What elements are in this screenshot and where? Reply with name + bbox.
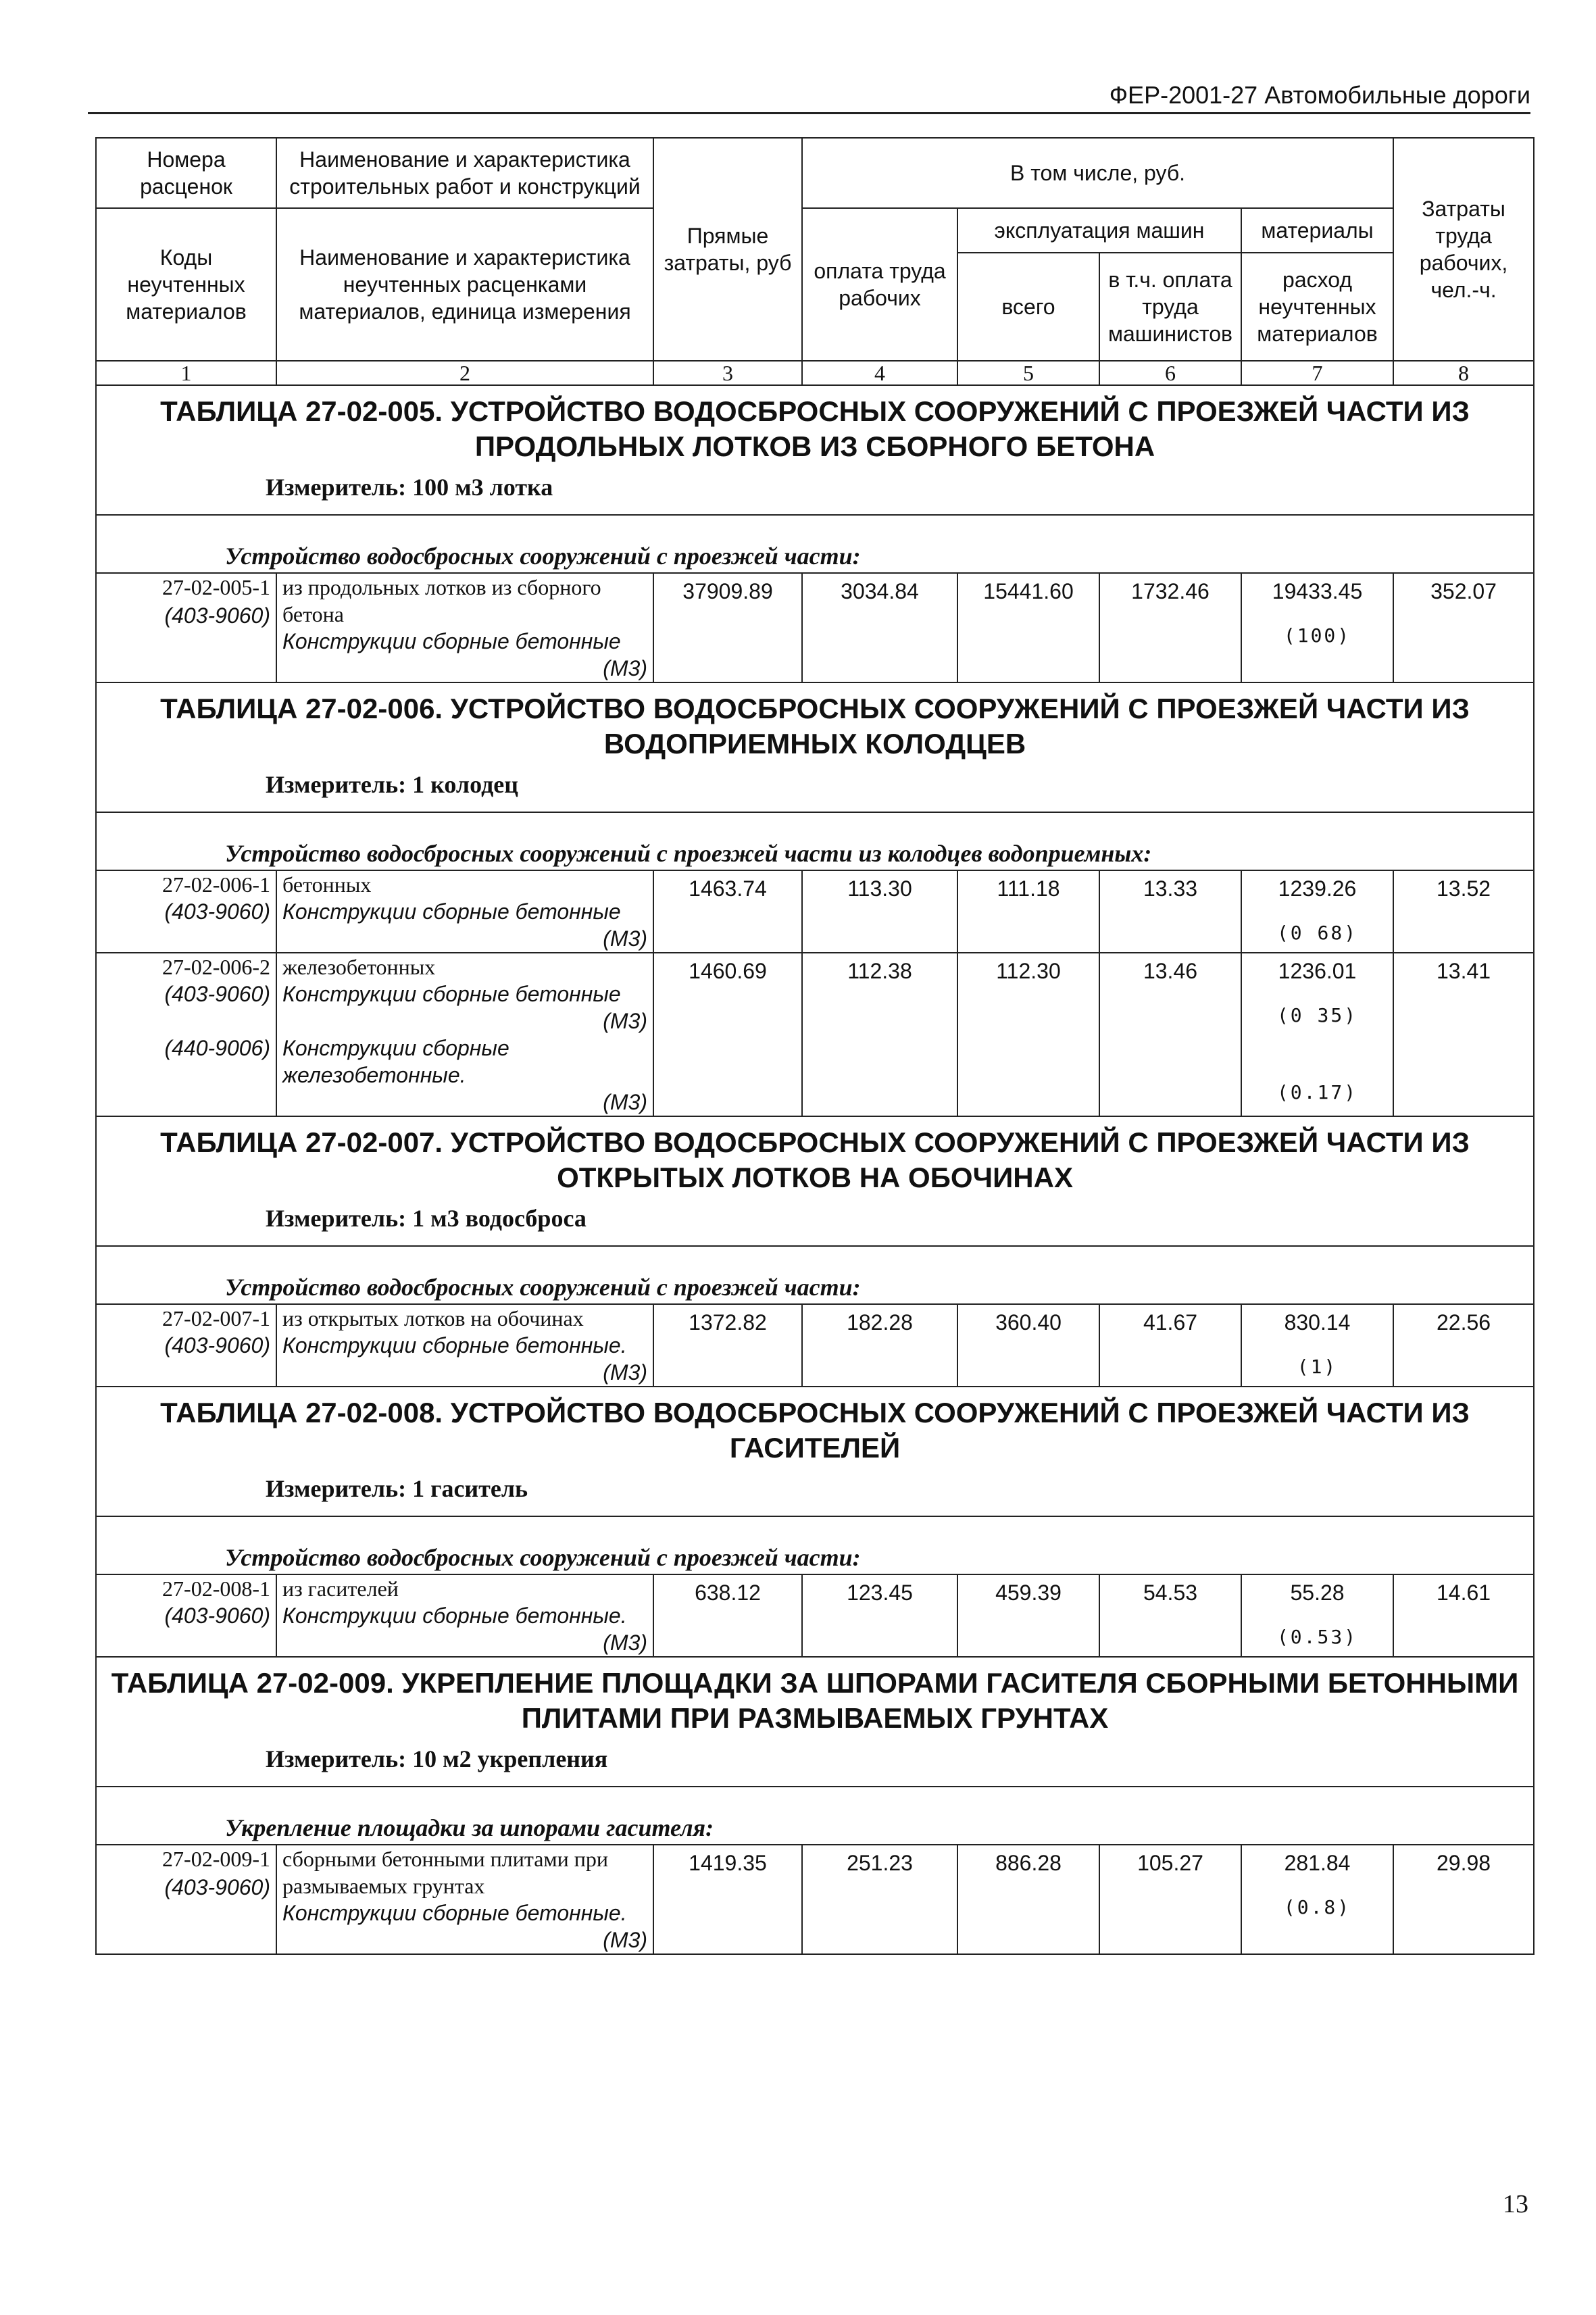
labor-hours [1393, 953, 1534, 1116]
header-material-names: Наименование и характеристика неучтенных расценками материалов, единица измерения [276, 208, 653, 361]
rate-name: из гасителей [282, 1576, 399, 1601]
rate-name-cell [276, 1845, 653, 1954]
header-direct-costs: Прямые затраты, руб [653, 138, 802, 361]
rate-row [96, 870, 1534, 953]
material-quantity: (0 35) [1276, 1004, 1358, 1026]
section-measure [266, 1471, 1520, 1506]
labor-hours [1393, 870, 1534, 953]
rate-name: сборными бетонными плитами при размываемых грунтах [282, 1847, 609, 1898]
header-work-name: Наименование и характеристика строительных работ и конструкций [276, 138, 653, 208]
materials-cost [1241, 1574, 1393, 1657]
materials-cost [1241, 1304, 1393, 1387]
labor-pay-value: 123.45 [847, 1580, 913, 1605]
rate-code: 27-02-009-1 [162, 1847, 270, 1871]
section-title [96, 385, 1534, 515]
operators-pay [1099, 953, 1241, 1116]
measure-label: Измеритель: [266, 1745, 407, 1772]
rate-code-cell [96, 1574, 276, 1657]
section-subtitle: Устройство водосбросных сооружений с проезжей части из колодцев водоприемных: [96, 812, 1534, 870]
rate-name-cell [276, 573, 653, 682]
rate-code: 27-02-007-1 [162, 1306, 270, 1330]
measure-value: 1 колодец [412, 771, 518, 798]
machines-total [957, 573, 1099, 682]
material-name: Конструкции сборные бетонные [282, 629, 621, 653]
material-code: (440-9006) [164, 1036, 270, 1060]
header-material-codes: Коды неучтенных материалов [96, 208, 276, 361]
direct-costs [653, 1304, 802, 1387]
materials-cost [1241, 870, 1393, 953]
machines-total-value: 15441.60 [983, 579, 1074, 603]
material-quantity: (0.53) [1276, 1626, 1358, 1648]
rate-code-cell [96, 953, 276, 1116]
machines-total [957, 1574, 1099, 1657]
labor-pay [802, 1304, 957, 1387]
operators-pay-value: 105.27 [1137, 1851, 1203, 1875]
rate-row [96, 1845, 1534, 1954]
operators-pay-value: 1732.46 [1131, 579, 1210, 603]
material-code: (403-9060) [164, 899, 270, 924]
section-subtitle: Устройство водосбросных сооружений с проезжей части: [96, 1246, 1534, 1304]
material-quantity: (100) [1283, 624, 1351, 647]
direct-costs [653, 1574, 802, 1657]
labor-pay-value: 113.30 [847, 876, 912, 901]
material-code: (403-9060) [164, 1603, 270, 1628]
operators-pay-value: 54.53 [1143, 1580, 1198, 1605]
material-code: (403-9060) [164, 1875, 270, 1899]
section-title-text: ТАБЛИЦА 27-02-009. УКРЕПЛЕНИЕ ПЛОЩАДКИ ЗА ШПОРАМИ ГАСИТЕЛЯ СБОРНЫМИ БЕТОННЫМИ ПЛИТАМИ ПРИ РАЗМЫВАЕМЫХ ГРУНТАХ [111, 1667, 1519, 1734]
rate-name: бетонных [282, 872, 372, 897]
section-title-text: ТАБЛИЦА 27-02-005. УСТРОЙСТВО ВОДОСБРОСНЫХ СООРУЖЕНИЙ С ПРОЕЗЖЕЙ ЧАСТИ ИЗ ПРОДОЛЬНЫХ ЛОТКОВ ИЗ СБОРНОГО БЕТОНА [160, 395, 1470, 462]
material-unit: (М3) [603, 1009, 647, 1033]
section-title [96, 1387, 1534, 1516]
material-name: Конструкции сборные бетонные. [282, 1901, 627, 1925]
operators-pay-value: 13.46 [1143, 959, 1198, 983]
rate-name-cell [276, 870, 653, 953]
machines-total-value: 360.40 [995, 1310, 1062, 1335]
direct-costs [653, 953, 802, 1116]
rate-name: из открытых лотков на обочинах [282, 1306, 584, 1330]
material-code: (403-9060) [164, 982, 270, 1006]
section-title-text: ТАБЛИЦА 27-02-008. УСТРОЙСТВО ВОДОСБРОСНЫХ СООРУЖЕНИЙ С ПРОЕЗЖЕЙ ЧАСТИ ИЗ ГАСИТЕЛЕЙ [160, 1397, 1470, 1464]
labor-pay [802, 573, 957, 682]
material-unit: (М3) [603, 1090, 647, 1114]
labor-hours [1393, 1845, 1534, 1954]
material-quantity: (0 68) [1276, 922, 1358, 944]
materials-cost-value: 19433.45 [1272, 579, 1363, 603]
measure-value: 10 м2 укрепления [412, 1745, 608, 1772]
labor-pay [802, 1574, 957, 1657]
materials-cost-value: 830.14 [1284, 1310, 1351, 1335]
column-number: 3 [653, 361, 802, 385]
section-title-text: ТАБЛИЦА 27-02-006. УСТРОЙСТВО ВОДОСБРОСНЫХ СООРУЖЕНИЙ С ПРОЕЗЖЕЙ ЧАСТИ ИЗ ВОДОПРИЕМНЫХ КОЛОДЦЕВ [160, 693, 1470, 760]
labor-hours-value: 14.61 [1436, 1580, 1491, 1605]
title-rule [88, 112, 1530, 114]
rate-code-cell [96, 1304, 276, 1387]
material-quantity: (1) [1297, 1355, 1338, 1378]
column-number: 2 [276, 361, 653, 385]
labor-hours-value: 29.98 [1436, 1851, 1491, 1875]
machines-total-value: 112.30 [996, 959, 1061, 983]
materials-cost-value: 1239.26 [1278, 876, 1357, 901]
material-unit: (М3) [603, 926, 647, 951]
rate-row [96, 1574, 1534, 1657]
measure-value: 1 гаситель [412, 1475, 528, 1502]
direct-costs [653, 573, 802, 682]
material-name: Конструкции сборные бетонные [282, 899, 621, 924]
operators-pay-value: 41.67 [1143, 1310, 1198, 1335]
materials-cost [1241, 953, 1393, 1116]
measure-label: Измеритель: [266, 1475, 407, 1502]
operators-pay [1099, 870, 1241, 953]
rate-name-cell [276, 953, 653, 1116]
rate-name: железобетонных [282, 955, 436, 979]
machines-total-value: 111.18 [997, 876, 1060, 901]
column-number: 5 [957, 361, 1099, 385]
labor-pay-value: 182.28 [847, 1310, 913, 1335]
direct-costs-value: 1419.35 [689, 1851, 767, 1875]
labor-pay-value: 112.38 [847, 959, 912, 983]
operators-pay [1099, 1574, 1241, 1657]
labor-hours-value: 352.07 [1430, 579, 1497, 603]
rate-name: из продольных лотков из сборного бетона [282, 575, 601, 626]
header-labor-pay: оплата труда рабочих [802, 208, 957, 361]
materials-cost-value: 55.28 [1290, 1580, 1345, 1605]
material-unit: (М3) [603, 1631, 647, 1655]
machines-total [957, 1845, 1099, 1954]
measure-value: 1 м3 водосброса [412, 1205, 587, 1232]
column-number: 6 [1099, 361, 1241, 385]
material-name: Конструкции сборные бетонные. [282, 1603, 627, 1628]
rate-name-cell [276, 1304, 653, 1387]
rate-row [96, 953, 1534, 1116]
measure-label: Измеритель: [266, 771, 407, 798]
direct-costs-value: 37909.89 [682, 579, 773, 603]
material-name: Конструкции сборные бетонные [282, 982, 621, 1006]
operators-pay [1099, 1845, 1241, 1954]
header-group: В том числе, руб. [802, 138, 1393, 208]
material-code: (403-9060) [164, 1333, 270, 1358]
section-title-text: ТАБЛИЦА 27-02-007. УСТРОЙСТВО ВОДОСБРОСНЫХ СООРУЖЕНИЙ С ПРОЕЗЖЕЙ ЧАСТИ ИЗ ОТКРЫТЫХ ЛОТКОВ НА ОБОЧИНАХ [160, 1126, 1470, 1193]
direct-costs-value: 638.12 [695, 1580, 761, 1605]
material-unit: (М3) [603, 1928, 647, 1952]
labor-hours-value: 22.56 [1436, 1310, 1491, 1335]
labor-hours [1393, 1574, 1534, 1657]
header-materials: материалы [1241, 208, 1393, 253]
section-title [96, 682, 1534, 812]
labor-hours-value: 13.41 [1436, 959, 1491, 983]
material-unit: (М3) [603, 656, 647, 680]
labor-pay [802, 1845, 957, 1954]
price-table [95, 137, 1535, 1955]
machines-total-value: 886.28 [995, 1851, 1062, 1875]
labor-pay [802, 870, 957, 953]
machines-total [957, 870, 1099, 953]
rate-code: 27-02-008-1 [162, 1576, 270, 1601]
measure-label: Измеритель: [266, 1205, 407, 1232]
measure-label: Измеритель: [266, 474, 407, 501]
direct-costs [653, 1845, 802, 1954]
column-number: 4 [802, 361, 957, 385]
labor-pay [802, 953, 957, 1116]
labor-pay-value: 251.23 [847, 1851, 913, 1875]
column-number: 8 [1393, 361, 1534, 385]
section-title [96, 1116, 1534, 1246]
section-subtitle: Устройство водосбросных сооружений с проезжей части: [96, 1516, 1534, 1574]
machines-total-value: 459.39 [995, 1580, 1062, 1605]
labor-hours [1393, 573, 1534, 682]
direct-costs [653, 870, 802, 953]
rate-name-cell [276, 1574, 653, 1657]
materials-cost [1241, 1845, 1393, 1954]
section-measure [266, 470, 1520, 505]
section-subtitle: Устройство водосбросных сооружений с проезжей части: [96, 515, 1534, 573]
header-rate-numbers: Номера расценок [96, 138, 276, 208]
materials-cost [1241, 573, 1393, 682]
column-number: 1 [96, 361, 276, 385]
header-unaccounted-materials: расход неучтенных материалов [1241, 253, 1393, 361]
material-quantity: (0.8) [1283, 1896, 1351, 1918]
rate-row [96, 573, 1534, 682]
labor-pay-value: 3034.84 [841, 579, 919, 603]
section-subtitle: Укрепление площадки за шпорами гасителя: [96, 1787, 1534, 1845]
direct-costs-value: 1463.74 [689, 876, 767, 901]
section-title [96, 1657, 1534, 1787]
rate-code: 27-02-006-2 [162, 955, 270, 979]
rate-code-cell [96, 573, 276, 682]
direct-costs-value: 1372.82 [689, 1310, 767, 1335]
labor-hours-value: 13.52 [1436, 876, 1491, 901]
section-measure [266, 767, 1520, 802]
operators-pay [1099, 573, 1241, 682]
section-measure [266, 1741, 1520, 1776]
column-number: 7 [1241, 361, 1393, 385]
material-name: Конструкции сборные бетонные. [282, 1333, 627, 1358]
rate-code: 27-02-005-1 [162, 575, 270, 599]
header-machines-total: всего [957, 253, 1099, 361]
material-name: Конструкции сборные железобетонные. [282, 1036, 509, 1087]
section-measure [266, 1201, 1520, 1236]
operators-pay-value: 13.33 [1143, 876, 1198, 901]
materials-cost-value: 1236.01 [1278, 959, 1357, 983]
measure-value: 100 м3 лотка [412, 474, 553, 501]
rate-code: 27-02-006-1 [162, 872, 270, 897]
machines-total [957, 953, 1099, 1116]
rate-row [96, 1304, 1534, 1387]
page-number: 13 [1503, 2190, 1528, 2218]
direct-costs-value: 1460.69 [689, 959, 767, 983]
header-operators-pay: в т.ч. оплата труда машинистов [1099, 253, 1241, 361]
machines-total [957, 1304, 1099, 1387]
materials-cost-value: 281.84 [1284, 1851, 1351, 1875]
material-unit: (М3) [603, 1360, 647, 1385]
header-machines: эксплуатация машин [957, 208, 1241, 253]
material-code: (403-9060) [164, 603, 270, 628]
header-labor-hours: Затраты труда рабочих, чел.-ч. [1393, 138, 1534, 361]
rate-code-cell [96, 1845, 276, 1954]
material-quantity: (0.17) [1276, 1081, 1358, 1103]
operators-pay [1099, 1304, 1241, 1387]
rate-code-cell [96, 870, 276, 953]
document-title: ФЕР-2001-27 Автомобильные дороги [1109, 81, 1530, 109]
labor-hours [1393, 1304, 1534, 1387]
